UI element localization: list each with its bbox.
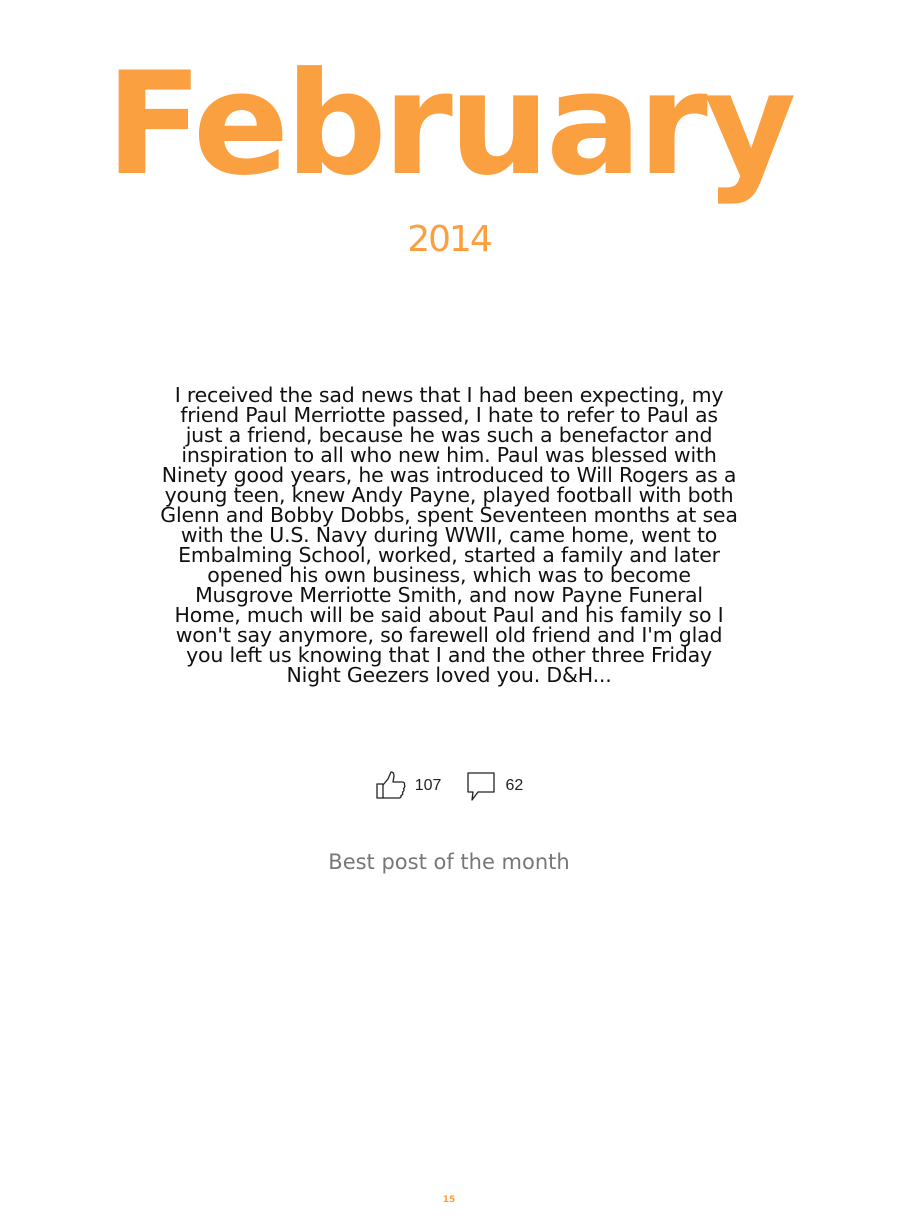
comments-count: 62 [505, 777, 524, 794]
likes-stat [375, 770, 442, 802]
page-number: 15 [442, 1195, 456, 1205]
year-subtitle: 2014 [407, 219, 491, 260]
thumbs-up-icon [375, 770, 407, 802]
post-text: I received the sad news that I had been expecting, my friend Paul Merriotte passed, I hate to refer to Paul as just a friend, because he was such a benefactor and inspiration to all who new him. Paul was blessed with Ninety good years, he was introduced to Will Rogers as a young teen, knew Andy Payne, played football with both Glenn and Bobby Dobbs, spent Seventeen months at sea with the U.S. Navy during WWII, came home, went to Embalming School, worked, started a family and later opened his own business, which was to become Musgrove Merriotte Smith, and now Payne Funeral Home, much will be said about Paul and his family so I won't say anymore, so farewell old friend and I'm glad you left us knowing that I and the other three Friday Night Geezers loved you. D&H... [160, 383, 738, 687]
speech-bubble-icon [465, 770, 497, 802]
post-caption: Best post of the month [328, 850, 570, 874]
comments-stat [465, 770, 523, 802]
month-title: February [105, 42, 793, 207]
post-stats [0, 768, 898, 804]
likes-count: 107 [414, 777, 442, 794]
